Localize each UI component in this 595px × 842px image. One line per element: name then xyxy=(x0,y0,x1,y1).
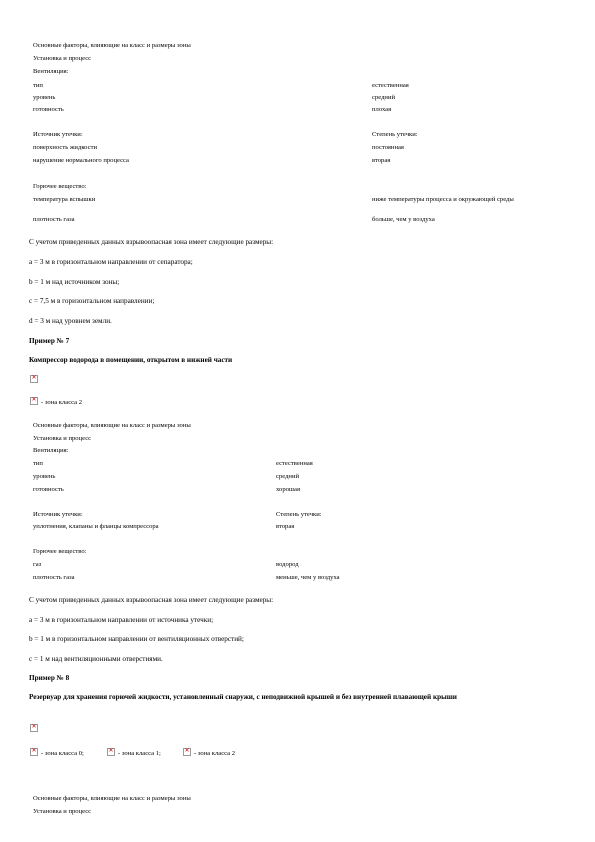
legend-zone-0: - зона класса 0; xyxy=(41,750,84,757)
paragraph-1: С учетом приведенных данных взрывоопасная зона имеет следующие размеры: xyxy=(29,238,274,246)
paragraph-2: С учетом приведенных данных взрывоопасная зона имеет следующие размеры: xyxy=(29,596,274,604)
source-label-1: Источник утечки: xyxy=(33,131,83,138)
broken-image-icon xyxy=(183,748,191,756)
row-right: плохая xyxy=(372,106,392,113)
broken-image-icon xyxy=(30,397,38,405)
subtitle-3: Установка и процесс xyxy=(33,808,92,815)
fuel-label-2: Горючее вещество: xyxy=(33,548,87,555)
broken-image-icon xyxy=(30,375,38,383)
dimension-line: а = 3 м в горизонтальном направлении от источника утечки; xyxy=(29,616,214,624)
row-left: готовность xyxy=(33,486,64,493)
row-right: меньше, чем у воздуха xyxy=(276,574,340,581)
subtitle-1: Установка и процесс xyxy=(33,55,92,62)
legend-zone-1: - зона класса 1; xyxy=(118,750,161,757)
row-right: ниже температуры процесса и окружающей среды xyxy=(372,196,514,203)
subtitle-2: Установка и процесс xyxy=(33,435,92,442)
factors-title-1: Основные факторы, влияющие на класс и размеры зоны xyxy=(33,42,191,49)
dimension-line: а = 3 м в горизонтальном направлении от сепаратора; xyxy=(29,258,193,266)
example-8-description: Резервуар для хранения горючей жидкости, установленный снаружи, с неподвижной крышей и без внутренней плавающей крыши xyxy=(29,693,457,701)
row-left: поверхность жидкости xyxy=(33,144,97,151)
example-8-heading: Пример № 8 xyxy=(29,674,70,682)
dimension-line: b = 1 м в горизонтальном направлении от вентиляционных отверстий; xyxy=(29,635,244,643)
broken-image-icon xyxy=(30,724,38,732)
dimension-line: b = 1 м над источником зоны; xyxy=(29,278,120,286)
broken-image-icon xyxy=(30,748,38,756)
factors-title-2: Основные факторы, влияющие на класс и размеры зоны xyxy=(33,422,191,429)
row-right: средний xyxy=(276,473,300,480)
degree-label-2: Степень утечки: xyxy=(276,511,322,518)
ventilation-label-1: Вентиляция: xyxy=(33,68,69,75)
fuel-label-1: Горючее вещество: xyxy=(33,183,87,190)
broken-image-icon xyxy=(107,748,115,756)
dimension-line: c = 7,5 м в горизонтальном направлении; xyxy=(29,297,155,305)
row-left: плотность газа xyxy=(33,216,75,223)
row-left: нарушение нормального процесса xyxy=(33,157,129,164)
row-left: температура вспышки xyxy=(33,196,96,203)
row-right: хорошая xyxy=(276,486,300,493)
degree-label-1: Степень утечки: xyxy=(372,131,418,138)
row-left: плотность газа xyxy=(33,574,75,581)
row-right: водород xyxy=(276,561,299,568)
row-right: естественная xyxy=(372,82,409,89)
legend-zone-2: - зона класса 2 xyxy=(41,399,83,406)
example-7-description: Компрессор водорода в помещении, открытом в нижней части xyxy=(29,356,233,364)
row-right: вторая xyxy=(276,523,295,530)
row-left: уплотнения, клапаны и фланцы компрессора xyxy=(33,523,159,530)
row-left: готовность xyxy=(33,106,64,113)
row-right: постоянная xyxy=(372,144,404,151)
row-right: средний xyxy=(372,94,396,101)
row-right: больше, чем у воздуха xyxy=(372,216,435,223)
row-left: тип xyxy=(33,82,43,89)
example-7-heading: Пример № 7 xyxy=(29,337,70,345)
dimension-line: c = 1 м над вентиляционными отверстиями. xyxy=(29,655,163,663)
row-right: вторая xyxy=(372,157,391,164)
factors-title-3: Основные факторы, влияющие на класс и размеры зоны xyxy=(33,795,191,802)
row-left: уровень xyxy=(33,94,56,101)
source-label-2: Источник утечки: xyxy=(33,511,83,518)
row-left: тип xyxy=(33,460,43,467)
legend-zone-2: - зона класса 2 xyxy=(194,750,236,757)
row-right: естественная xyxy=(276,460,313,467)
dimension-line: d = 3 м над уровнем земли. xyxy=(29,317,112,325)
ventilation-label-2: Вентиляция: xyxy=(33,447,69,454)
row-left: уровень xyxy=(33,473,56,480)
row-left: газ xyxy=(33,561,42,568)
